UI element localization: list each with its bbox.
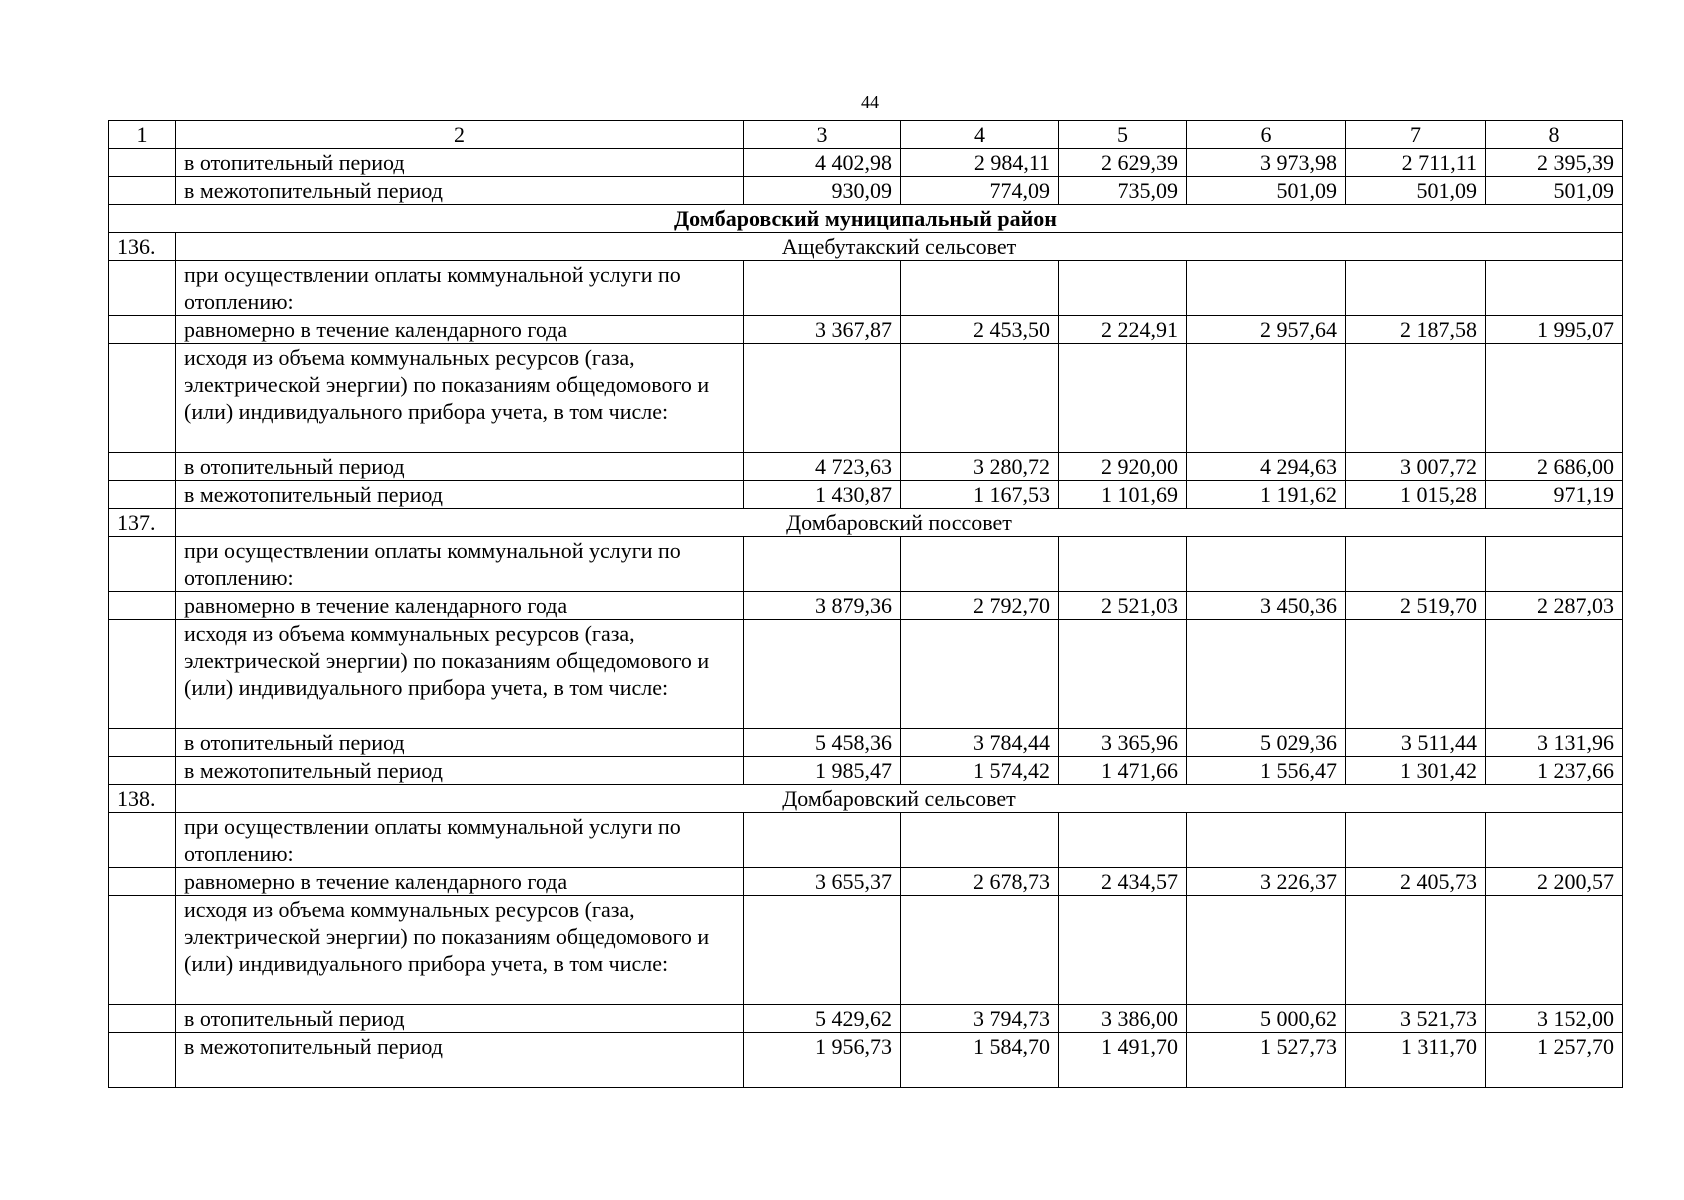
value-cell [744, 813, 901, 868]
row-label: в отопительный период [176, 729, 744, 757]
row-number [109, 316, 176, 344]
page-number: 44 [861, 92, 879, 112]
row-number [109, 729, 176, 757]
data-row [109, 868, 1623, 896]
data-row [109, 481, 1623, 509]
value-cell: 501,09 [1346, 177, 1486, 205]
value-cell: 2 957,64 [1187, 316, 1346, 344]
text-row [109, 344, 1623, 453]
value-cell [744, 344, 901, 453]
value-cell: 5 429,62 [744, 1005, 901, 1033]
value-cell: 1 471,66 [1059, 757, 1187, 785]
district-row [109, 205, 1623, 233]
text-row [109, 813, 1623, 868]
value-cell: 2 519,70 [1346, 592, 1486, 620]
value-cell: 5 000,62 [1187, 1005, 1346, 1033]
value-cell: 3 007,72 [1346, 453, 1486, 481]
value-cell [1059, 537, 1187, 592]
value-cell: 2 521,03 [1059, 592, 1187, 620]
value-cell [1187, 537, 1346, 592]
row-number [109, 453, 176, 481]
row-number [109, 177, 176, 205]
value-cell: 1 956,73 [744, 1033, 901, 1088]
row-label: в межотопительный период [176, 1033, 744, 1088]
value-cell: 2 678,73 [901, 868, 1059, 896]
row-label: при осуществлении оплаты коммунальной услуги по отоплению: [176, 261, 744, 316]
row-number [109, 344, 176, 453]
row-number: 138. [109, 785, 176, 813]
value-cell: 1 237,66 [1486, 757, 1623, 785]
value-cell: 3 152,00 [1486, 1005, 1623, 1033]
row-label: исходя из объема коммунальных ресурсов (газа, электрической энергии) по показаниям общедомового и (или) индивидуального прибора учета, в том числе: [176, 344, 744, 453]
row-number [109, 537, 176, 592]
value-cell: 774,09 [901, 177, 1059, 205]
row-number: 137. [109, 509, 176, 537]
text-row [109, 537, 1623, 592]
value-cell: 3 879,36 [744, 592, 901, 620]
row-label: в межотопительный период [176, 757, 744, 785]
value-cell [1059, 344, 1187, 453]
row-number [109, 149, 176, 177]
value-cell: 1 191,62 [1187, 481, 1346, 509]
value-cell [1059, 261, 1187, 316]
data-row [109, 453, 1623, 481]
row-number: 136. [109, 233, 176, 261]
row-number [109, 896, 176, 1005]
row-label: равномерно в течение календарного года [176, 868, 744, 896]
value-cell [744, 537, 901, 592]
value-cell: 3 131,96 [1486, 729, 1623, 757]
value-cell: 501,09 [1187, 177, 1346, 205]
data-row [109, 729, 1623, 757]
text-row [109, 620, 1623, 729]
data-row [109, 1005, 1623, 1033]
data-row [109, 149, 1623, 177]
row-label: в межотопительный период [176, 481, 744, 509]
settlement-row [109, 785, 1623, 813]
value-cell [1346, 896, 1486, 1005]
value-cell: 2 920,00 [1059, 453, 1187, 481]
value-cell: 3 973,98 [1187, 149, 1346, 177]
value-cell [901, 896, 1059, 1005]
value-cell: 2 453,50 [901, 316, 1059, 344]
text-row [109, 896, 1623, 1005]
value-cell [744, 261, 901, 316]
data-row [109, 1033, 1623, 1088]
header-row [109, 121, 1623, 149]
value-cell: 1 257,70 [1486, 1033, 1623, 1088]
header-cell: 4 [901, 121, 1059, 149]
header-cell: 6 [1187, 121, 1346, 149]
value-cell: 2 711,11 [1346, 149, 1486, 177]
value-cell [1346, 620, 1486, 729]
value-cell [1059, 620, 1187, 729]
district-title: Домбаровский муниципальный район [109, 205, 1623, 233]
row-label: в межотопительный период [176, 177, 744, 205]
value-cell: 5 458,36 [744, 729, 901, 757]
value-cell: 3 280,72 [901, 453, 1059, 481]
value-cell: 2 629,39 [1059, 149, 1187, 177]
row-label: в отопительный период [176, 149, 744, 177]
value-cell: 1 311,70 [1346, 1033, 1486, 1088]
value-cell: 3 226,37 [1187, 868, 1346, 896]
row-number [109, 481, 176, 509]
row-label: исходя из объема коммунальных ресурсов (газа, электрической энергии) по показаниям общедомового и (или) индивидуального прибора учета, в том числе: [176, 620, 744, 729]
row-number [109, 757, 176, 785]
text-row [109, 261, 1623, 316]
value-cell [744, 620, 901, 729]
header-cell: 3 [744, 121, 901, 149]
value-cell: 735,09 [1059, 177, 1187, 205]
value-cell [1187, 344, 1346, 453]
data-row [109, 177, 1623, 205]
value-cell: 3 511,44 [1346, 729, 1486, 757]
value-cell: 1 584,70 [901, 1033, 1059, 1088]
settlement-row [109, 233, 1623, 261]
value-cell [901, 537, 1059, 592]
value-cell: 1 556,47 [1187, 757, 1346, 785]
value-cell: 1 430,87 [744, 481, 901, 509]
value-cell: 1 101,69 [1059, 481, 1187, 509]
value-cell: 2 434,57 [1059, 868, 1187, 896]
value-cell [1486, 261, 1623, 316]
value-cell: 5 029,36 [1187, 729, 1346, 757]
value-cell: 1 491,70 [1059, 1033, 1187, 1088]
value-cell: 3 784,44 [901, 729, 1059, 757]
row-label: в отопительный период [176, 1005, 744, 1033]
value-cell: 3 794,73 [901, 1005, 1059, 1033]
header-cell: 7 [1346, 121, 1486, 149]
value-cell: 2 200,57 [1486, 868, 1623, 896]
value-cell: 930,09 [744, 177, 901, 205]
row-number [109, 1033, 176, 1088]
data-row [109, 592, 1623, 620]
value-cell: 1 995,07 [1486, 316, 1623, 344]
row-label: при осуществлении оплаты коммунальной услуги по отоплению: [176, 537, 744, 592]
value-cell: 4 402,98 [744, 149, 901, 177]
settlement-title: Домбаровский поссовет [176, 509, 1623, 537]
value-cell [1059, 896, 1187, 1005]
row-label: при осуществлении оплаты коммунальной услуги по отоплению: [176, 813, 744, 868]
row-number [109, 813, 176, 868]
value-cell [1187, 896, 1346, 1005]
value-cell: 4 723,63 [744, 453, 901, 481]
value-cell: 501,09 [1486, 177, 1623, 205]
header-cell: 2 [176, 121, 744, 149]
value-cell [901, 813, 1059, 868]
value-cell: 1 985,47 [744, 757, 901, 785]
value-cell [1346, 344, 1486, 453]
value-cell [1486, 537, 1623, 592]
value-cell [1346, 261, 1486, 316]
row-number [109, 1005, 176, 1033]
row-number [109, 261, 176, 316]
value-cell: 1 015,28 [1346, 481, 1486, 509]
value-cell [901, 620, 1059, 729]
header-cell: 8 [1486, 121, 1623, 149]
value-cell: 1 167,53 [901, 481, 1059, 509]
value-cell [1187, 261, 1346, 316]
row-label: в отопительный период [176, 453, 744, 481]
value-cell [1486, 813, 1623, 868]
value-cell [1486, 620, 1623, 729]
value-cell: 2 287,03 [1486, 592, 1623, 620]
value-cell: 2 405,73 [1346, 868, 1486, 896]
value-cell [1187, 620, 1346, 729]
value-cell: 2 187,58 [1346, 316, 1486, 344]
header-cell: 5 [1059, 121, 1187, 149]
value-cell: 3 386,00 [1059, 1005, 1187, 1033]
value-cell [1187, 813, 1346, 868]
value-cell: 1 301,42 [1346, 757, 1486, 785]
value-cell: 1 574,42 [901, 757, 1059, 785]
tariff-table [108, 120, 1623, 1088]
value-cell: 2 984,11 [901, 149, 1059, 177]
value-cell: 3 521,73 [1346, 1005, 1486, 1033]
row-label: исходя из объема коммунальных ресурсов (газа, электрической энергии) по показаниям общедомового и (или) индивидуального прибора учета, в том числе: [176, 896, 744, 1005]
value-cell [1486, 896, 1623, 1005]
value-cell [1346, 537, 1486, 592]
value-cell [901, 261, 1059, 316]
value-cell: 3 655,37 [744, 868, 901, 896]
settlement-title: Домбаровский сельсовет [176, 785, 1623, 813]
row-number [109, 868, 176, 896]
row-label: равномерно в течение календарного года [176, 592, 744, 620]
value-cell: 971,19 [1486, 481, 1623, 509]
value-cell [1059, 813, 1187, 868]
header-cell: 1 [109, 121, 176, 149]
value-cell [1346, 813, 1486, 868]
settlement-row [109, 509, 1623, 537]
value-cell: 2 224,91 [1059, 316, 1187, 344]
value-cell: 1 527,73 [1187, 1033, 1346, 1088]
value-cell [901, 344, 1059, 453]
value-cell [744, 896, 901, 1005]
value-cell: 4 294,63 [1187, 453, 1346, 481]
data-row [109, 757, 1623, 785]
row-number [109, 620, 176, 729]
row-number [109, 592, 176, 620]
value-cell: 2 686,00 [1486, 453, 1623, 481]
data-row [109, 316, 1623, 344]
value-cell: 3 450,36 [1187, 592, 1346, 620]
value-cell: 3 365,96 [1059, 729, 1187, 757]
value-cell: 2 395,39 [1486, 149, 1623, 177]
value-cell: 3 367,87 [744, 316, 901, 344]
value-cell: 2 792,70 [901, 592, 1059, 620]
settlement-title: Ащебутакский сельсовет [176, 233, 1623, 261]
row-label: равномерно в течение календарного года [176, 316, 744, 344]
value-cell [1486, 344, 1623, 453]
